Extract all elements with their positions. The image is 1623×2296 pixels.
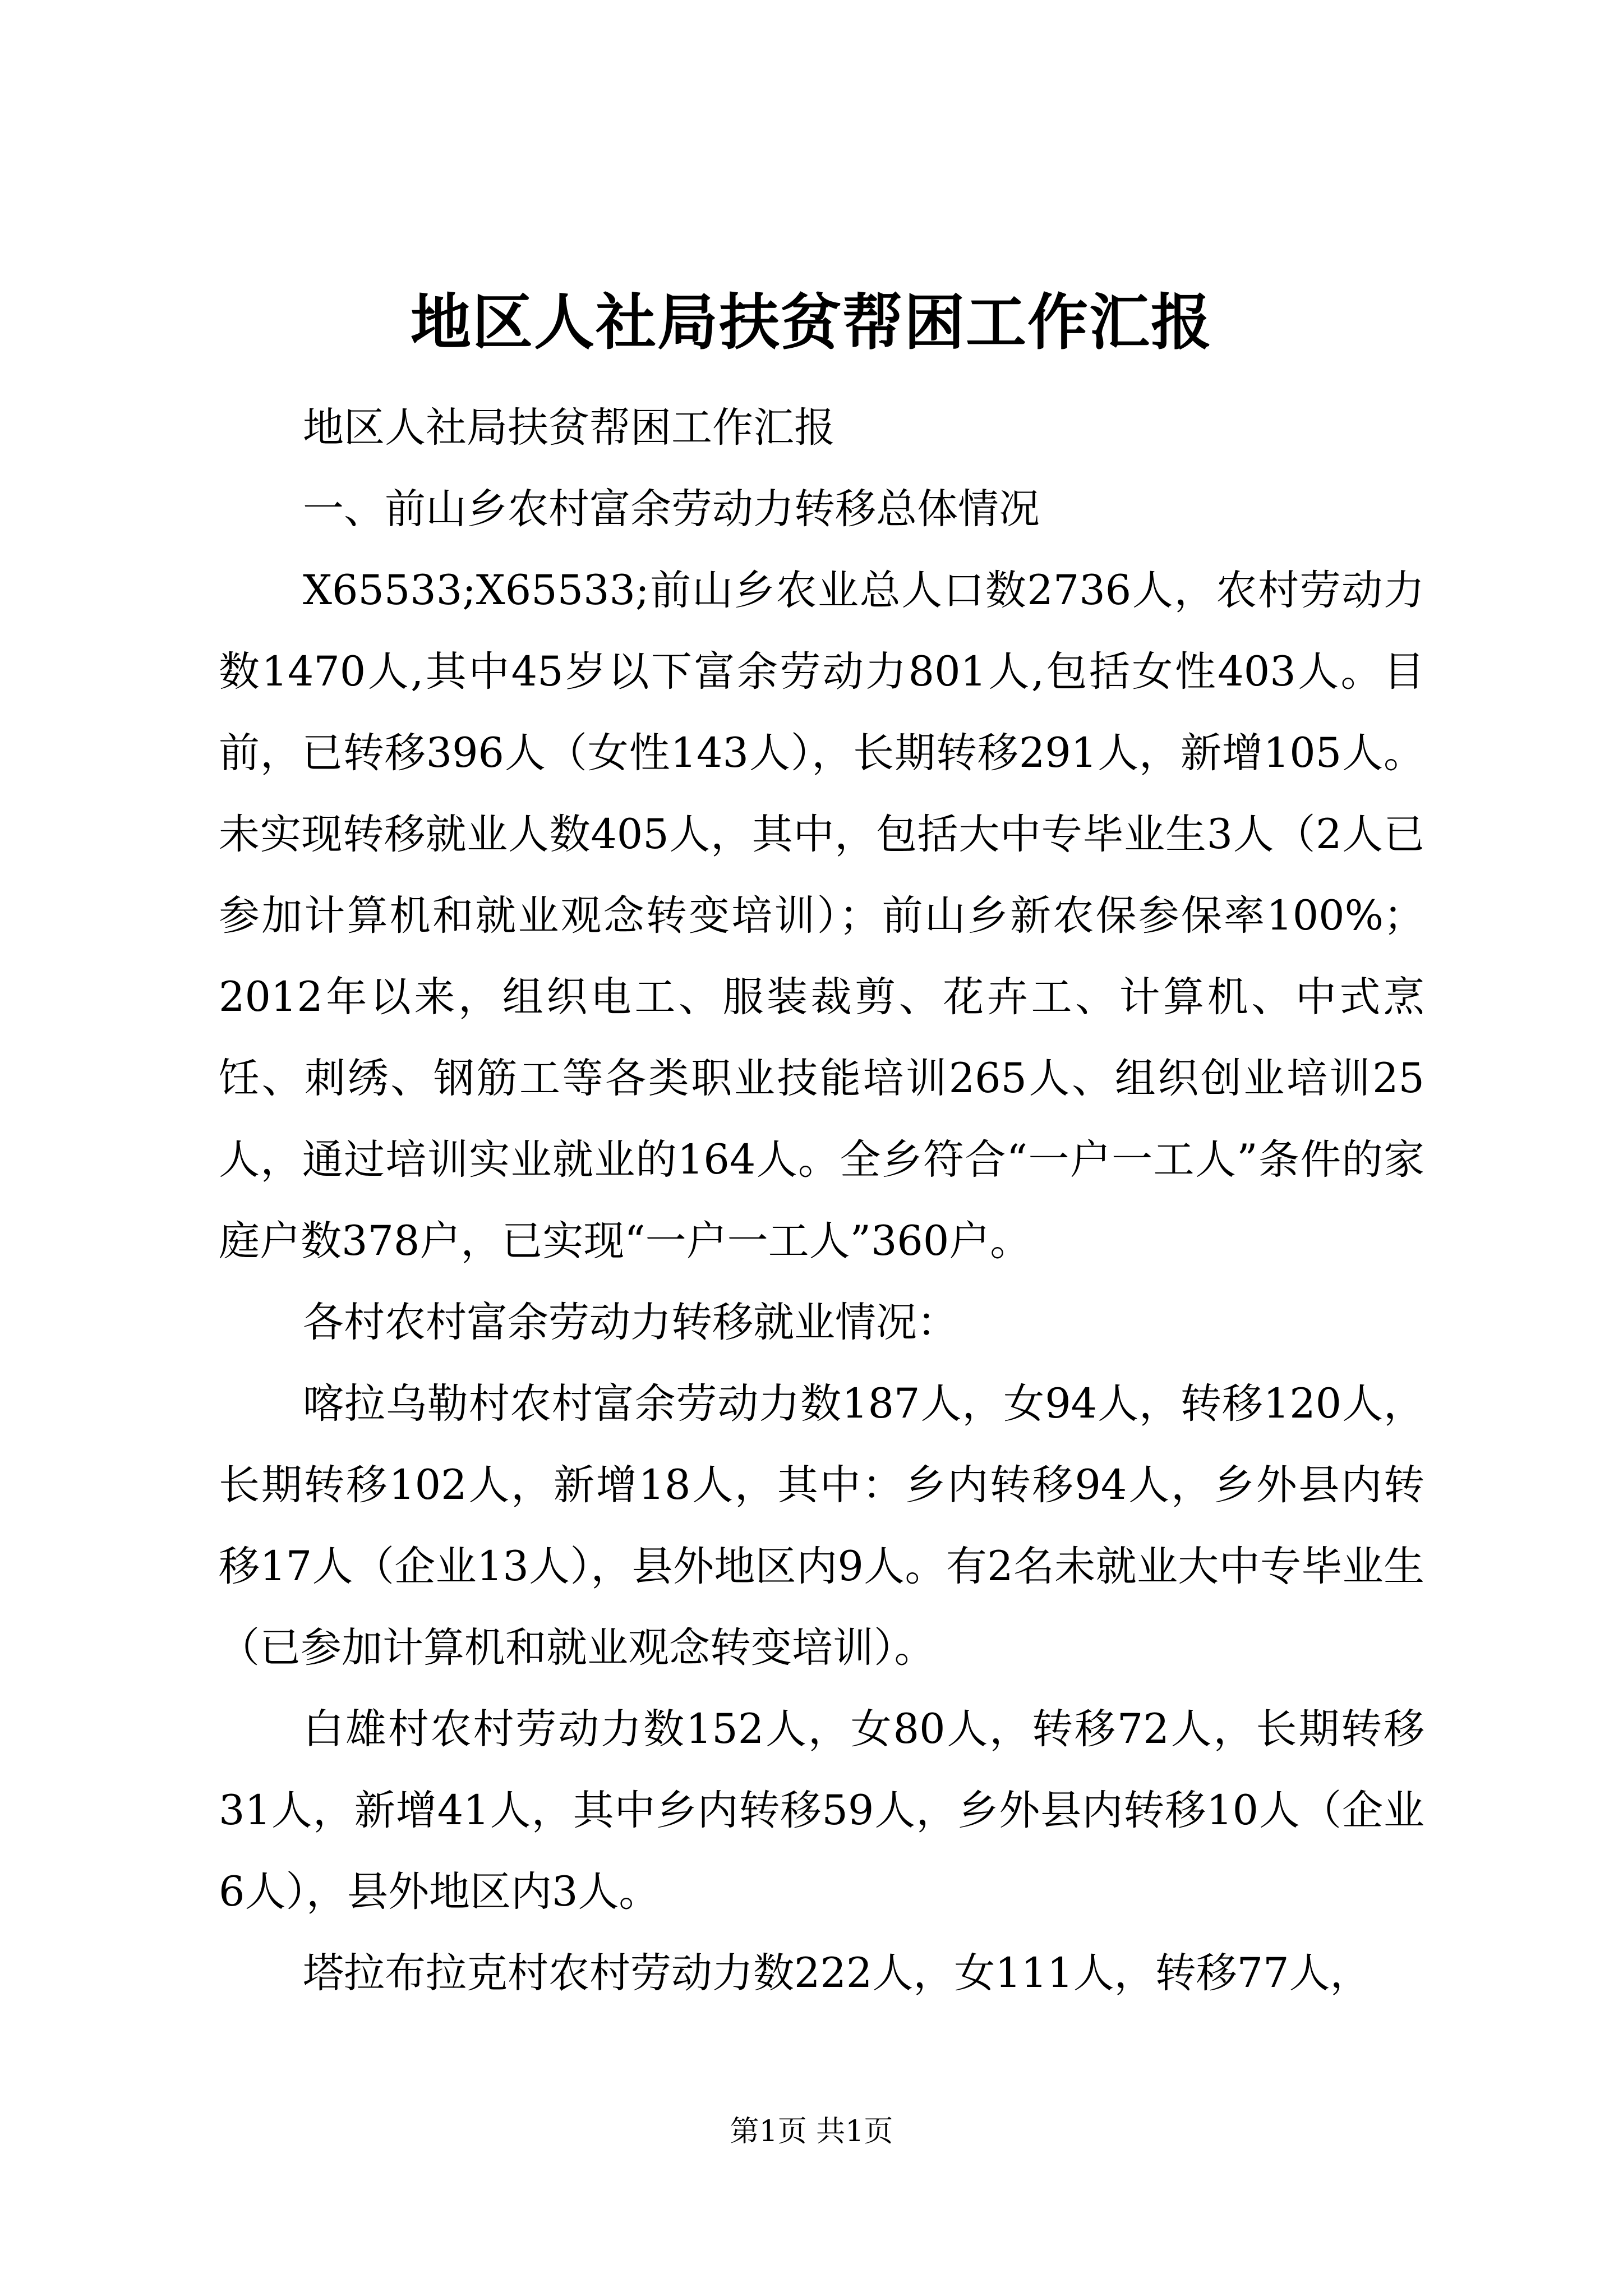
paragraph-village-3: 塔拉布拉克村农村劳动力数222人，女111人，转移77人， [303,1949,1371,1997]
paragraph-village-intro: 各村农村富余劳动力转移就业情况： [303,1299,958,1346]
paragraph-subtitle: 地区人社局扶贫帮困工作汇报 [303,404,835,452]
document-title: 地区人社局扶贫帮困工作汇报 [410,287,1212,358]
paragraph-overview: X65533;X65533;前山乡农业总人口数2736人，农村劳动力数1470人,其中45岁以下富余劳动力801人,包括女性403人。目前，已转移396人（女性143人），长期转移291人，新增105人。未实现转移就业人数405人，其中，包括大中专毕业生3人（2人已参加计算机和就业观念转变培训）；前山乡新农保参保率100%；2012年以来，组织电工、服装裁剪、花卉工、计算机、中式烹饪、刺绣、钢筋工等各类职业技能培训265人、组织创业培训25人，通过培训实业就业的164人。全乡符合“一户一工人”条件的家庭户数378户，已实现“一户一工人”360户。 [219,567,1424,1265]
paragraph-village-2: 白雄村农村劳动力数152人，女80人，转移72人，长期转移31人，新增41人，其中乡内转移59人，乡外县内转移10人（企业6人），县外地区内3人。 [219,1705,1424,1916]
page-number-footer: 第1页 共1页 [730,2115,893,2148]
paragraph-village-1: 喀拉乌勒村农村富余劳动力数187人，女94人，转移120人，长期转移102人，新增18人，其中：乡内转移94人，乡外县内转移17人（企业13人），县外地区内9人。有2名未就业大中专毕业生（已参加计算机和就业观念转变培训）。 [219,1380,1424,1672]
paragraph-section-heading: 一、前山乡农村富余劳动力转移总体情况 [303,485,1040,533]
document-body [219,387,1424,2014]
